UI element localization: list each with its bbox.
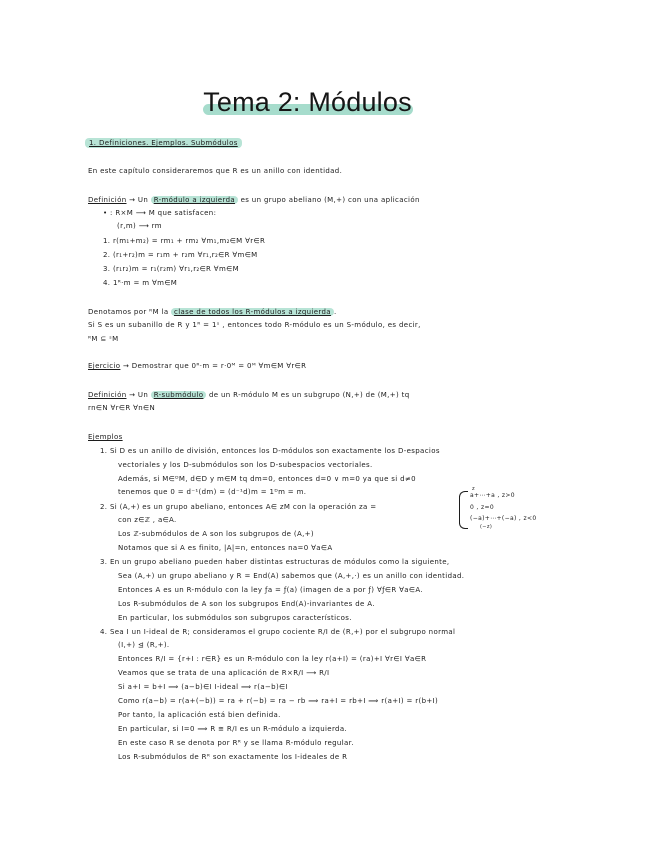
example-line: 1. Si D es un anillo de división, entonces los D-módulos son exactamente los D-espacios [100, 447, 440, 455]
example-line: En este caso R se denota por Rᴿ y se llama R-módulo regular. [118, 739, 354, 747]
axiom-1: 1. r(m₁+m₂) = rm₁ + rm₂ ∀m₁,m₂∈M ∀r∈R [103, 237, 266, 245]
example-line: Además, si M∈ᴰM, d∈D y m∈M tq dm=0, entonces d=0 ∨ m=0 ya que si d≠0 [118, 475, 416, 483]
piecewise-top-over: z [472, 486, 475, 492]
example-line: Entonces R/I = {r+I : r∈R} es un R-módulo con la ley r(a+I) = (ra)+I ∀r∈I ∀a∈R [118, 655, 427, 663]
denote-pre: Denotamos por ᴿM la [88, 308, 172, 316]
exercise [88, 362, 306, 371]
definition-2-line-2: rn∈N ∀r∈R ∀n∈N [88, 404, 156, 412]
example-line: Entonces A es un R-módulo con la ley ƒa = ƒ(a) (imagen de a por ƒ) ∀ƒ∈R ∀a∈A. [118, 586, 423, 594]
map-line-1: • : R×M ⟶ M que satisfacen: [103, 209, 217, 217]
piecewise-bot: (−a)+⋯+(−a) , z<0 [470, 515, 537, 522]
exercise-label: Ejercicio [88, 362, 121, 370]
definition-post: de un R-módulo M es un subgrupo (N,+) de (M,+) tq [206, 391, 410, 399]
example-line: (I,+) ⊴ (R,+). [118, 641, 170, 649]
example-line: con z∈ℤ , a∈A. [118, 516, 177, 524]
example-line: En particular, los submódulos son subgrupos característicos. [118, 614, 352, 622]
example-line: Por tanto, la aplicación está bien definida. [118, 711, 281, 719]
definition-pre: → Un [126, 391, 151, 399]
definition-label: Definición [88, 196, 127, 204]
axiom-4: 4. 1ᴿ·m = m ∀m∈M [103, 279, 178, 287]
example-line: Veamos que se trata de una aplicación de R×R/I ⟶ R/I [118, 669, 330, 677]
title-block [195, 82, 420, 122]
axiom-2: 2. (r₁+r₂)m = r₁m + r₂m ∀r₁,r₂∈R ∀m∈M [103, 251, 258, 259]
examples-heading: Ejemplos [88, 433, 123, 441]
example-line: Sea (A,+) un grupo abeliano y R = End(A) sabemos que (A,+,·) es un anillo con identidad. [118, 572, 465, 580]
denote-line-2: Si S es un subanillo de R y 1ᴿ = 1ˢ , entonces todo R-módulo es un S-módulo, es decir, [88, 321, 421, 329]
denote-line-1 [88, 308, 337, 317]
example-line: Los R-submódulos de A son los subgrupos End(A)-invariantes de A. [118, 600, 375, 608]
definition-2 [88, 391, 410, 400]
piecewise-mid: 0 , z=0 [470, 504, 494, 511]
definition-1 [88, 196, 420, 205]
denote-term: clase de todos los R-módulos a izquierda [171, 308, 334, 316]
definition-pre: → Un [126, 196, 151, 204]
example-line: Los ℤ-submódulos de A son los subgrupos de (A,+) [118, 530, 314, 538]
piecewise-brace [459, 491, 468, 529]
piecewise-top: a+⋯+a , z>0 [470, 492, 515, 499]
map-line-2: (r,m) ⟶ rm [117, 222, 162, 230]
denote-post: . [333, 308, 337, 316]
example-line: tenemos que 0 = d⁻¹(dm) = (d⁻¹d)m = 1ᴰm = m. [118, 488, 307, 496]
example-line: Como r(a−b) = r(a+(−b)) = ra + r(−b) = ra − rb ⟹ ra+I = rb+I ⟹ r(a+I) = r(b+I) [118, 697, 439, 705]
definition-term: R-submódulo [151, 391, 207, 399]
definition-post: es un grupo abeliano (M,+) con una aplicación [238, 196, 420, 204]
example-line: 3. En un grupo abeliano pueden haber distintas estructuras de módulos como la siguiente, [100, 558, 450, 566]
example-line: En particular, si I=0 ⟹ R ≅ R/I es un R-módulo a izquierda. [118, 725, 348, 733]
example-line: Los R-submódulos de Rᴿ son exactamente los I-ideales de R [118, 753, 348, 761]
definition-term: R-módulo a izquierda [151, 196, 238, 204]
piecewise-bot-under: (−z) [480, 524, 493, 530]
intro-text: En este capítulo consideraremos que R es un anillo con identidad. [88, 167, 343, 175]
definition-label: Definición [88, 391, 127, 399]
axiom-3: 3. (r₁r₂)m = r₁(r₂m) ∀r₁,r₂∈R ∀m∈M [103, 265, 239, 273]
page-title: Tema 2: Módulos [203, 87, 412, 117]
section-heading: 1. Definiciones. Ejemplos. Submódulos [85, 138, 242, 148]
example-line: vectoriales y los D-submódulos son los D-subespacios vectoriales. [118, 461, 373, 469]
example-line: Notamos que si A es finito, |A|=n, entonces na=0 ∀a∈A [118, 544, 333, 552]
example-line: 4. Sea I un I-ideal de R; consideramos el grupo cociente R/I de (R,+) por el subgrupo normal [100, 628, 456, 636]
exercise-text: → Demostrar que 0ᴿ·m = r·0ᴹ = 0ᴹ ∀m∈M ∀r∈R [120, 362, 307, 370]
example-line: Si a+I = b+I ⟹ (a−b)∈I I-ideal ⟹ r(a−b)∈I [118, 683, 288, 691]
denote-line-3: ᴿM ⊆ ˢM [88, 335, 119, 343]
example-line: 2. Si (A,+) es un grupo abeliano, entonces A∈ ᴢM con la operación za = [100, 503, 377, 511]
